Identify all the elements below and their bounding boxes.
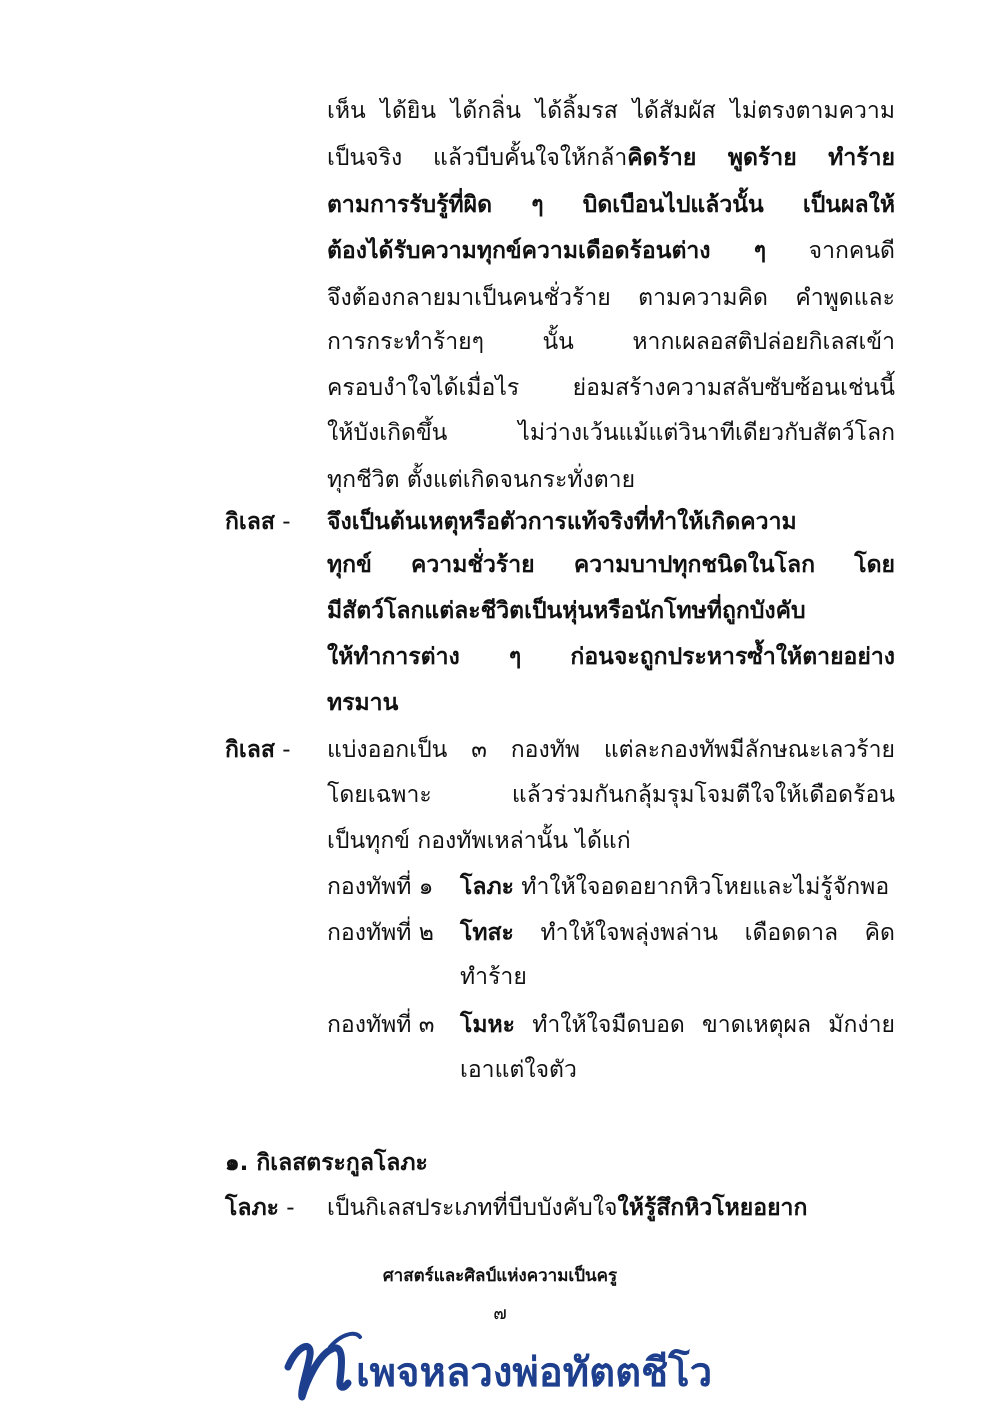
term-word: โลภะ (225, 1195, 279, 1221)
army-label: กองทัพที่ ๓ (327, 1012, 435, 1038)
intro-line (327, 373, 895, 403)
intro-line (327, 465, 895, 495)
army-label: กองทัพที่ ๒ (327, 920, 434, 946)
footer-book-title: ศาสตร์และศิลป์แห่งความเป็นครู (382, 1266, 618, 1286)
intro-bold-text: คิดร้าย พูดร้าย ทำร้าย (627, 145, 896, 171)
intro-text: ทุกชีวิต ตั้งแต่เกิดจนกระทั่งตาย (327, 467, 636, 493)
entry2-line: โดยเฉพาะ แล้วร่วมกันกลุ้มรุมโจมตีใจให้เดือดร้อน (327, 782, 895, 808)
entry3-line (327, 1193, 895, 1223)
intro-text: การกระทำร้ายๆ นั้น หากเผลอสติปล่อยกิเลสเข้า (327, 329, 895, 355)
army-desc-continued: ทำร้าย (460, 964, 527, 990)
intro-text: ให้บังเกิดขึ้น ไม่ว่างเว้นแม้แต่วินาทีเดียวกับสัตว์โลก (327, 420, 895, 446)
entry2-line: แบ่งออกเป็น ๓ กองทัพ แต่ละกองทัพมีลักษณะเลวร้าย (327, 737, 895, 763)
intro-line (327, 283, 895, 313)
term-lobha (225, 1193, 295, 1223)
army-desc-text: ทำให้ใจอดอยากหิวโหยและไม่รู้จักพอ (513, 874, 890, 900)
intro-bold-text: ตามการรับรู้ที่ผิด ๆ บิดเบือนไปแล้วนั้น เป็นผลให้ (327, 192, 895, 218)
army-name: โมหะ (460, 1012, 516, 1038)
intro-text: ครอบงำใจได้เมื่อไร ย่อมสร้างความสลับซับซ้อนเช่นนี้ (327, 375, 895, 401)
term-kilesa-2 (225, 735, 291, 765)
entry1-line: ทรมาน (327, 690, 399, 716)
intro-text: เห็น ได้ยิน ได้กลิ่น ได้ลิ้มรส ได้สัมผัส ไม่ตรงตามความ (327, 98, 895, 124)
intro-text: จึงต้องกลายมาเป็นคนชั่วร้าย ตามความคิด คำพูดและ (327, 285, 895, 311)
section-heading: ๑. กิเลสตระกูลโลภะ (225, 1150, 428, 1176)
page-logo (282, 1325, 712, 1405)
intro-line (327, 327, 895, 357)
page-number: ๗ (493, 1303, 507, 1324)
logo-text: เพจหลวงพ่อทัตตชีโว (356, 1349, 713, 1396)
army-name: โลภะ (460, 874, 514, 900)
intro-line (327, 418, 895, 448)
term-dash: - (274, 737, 291, 763)
entry1-line: มีสัตว์โลกแต่ละชีวิตเป็นหุ่นหรือนักโทษที่ถูกบังคับ (327, 598, 806, 624)
army-description (460, 872, 895, 902)
intro-line (327, 143, 895, 173)
entry2-line: เป็นทุกข์ กองทัพเหล่านั้น ได้แก่ (327, 828, 631, 854)
army-description (460, 918, 895, 948)
term-word: กิเลส (225, 737, 275, 763)
term-kilesa-1 (225, 507, 291, 537)
army-desc-text: ทำให้ใจมืดบอด ขาดเหตุผล มักง่าย (515, 1012, 895, 1038)
term-word: กิเลส (225, 509, 275, 535)
entry3-plain: เป็นกิเลสประเภทที่บีบบังคับใจ (327, 1195, 618, 1221)
army-desc-continued: เอาแต่ใจตัว (460, 1057, 577, 1083)
intro-bold-text: ต้องได้รับความทุกข์ความเดือดร้อนต่าง ๆ (327, 238, 767, 264)
term-dash: - (278, 1195, 295, 1221)
intro-text: เป็นจริง แล้วบีบคั้นใจให้กล้า (327, 145, 628, 171)
brush-n-icon (282, 1325, 362, 1405)
intro-line (327, 236, 895, 266)
army-description (460, 1010, 895, 1040)
entry3-bold: ให้รู้สึกหิวโหยอยาก (617, 1195, 808, 1221)
army-name: โทสะ (460, 920, 514, 946)
entry1-line: ให้ทำการต่าง ๆ ก่อนจะถูกประหารซ้ำให้ตายอย่าง (327, 644, 895, 670)
intro-text: จากคนดี (766, 238, 895, 264)
term-dash: - (274, 509, 291, 535)
army-desc-text: ทำให้ใจพลุ่งพล่าน เดือดดาล คิด (513, 920, 895, 946)
entry1-line: ทุกข์ ความชั่วร้าย ความบาปทุกชนิดในโลก โดย (327, 552, 895, 578)
army-label: กองทัพที่ ๑ (327, 874, 434, 900)
intro-line (327, 96, 895, 126)
intro-line (327, 190, 895, 220)
entry1-line: จึงเป็นต้นเหตุหรือตัวการแท้จริงที่ทำให้เกิดความ (327, 509, 797, 535)
